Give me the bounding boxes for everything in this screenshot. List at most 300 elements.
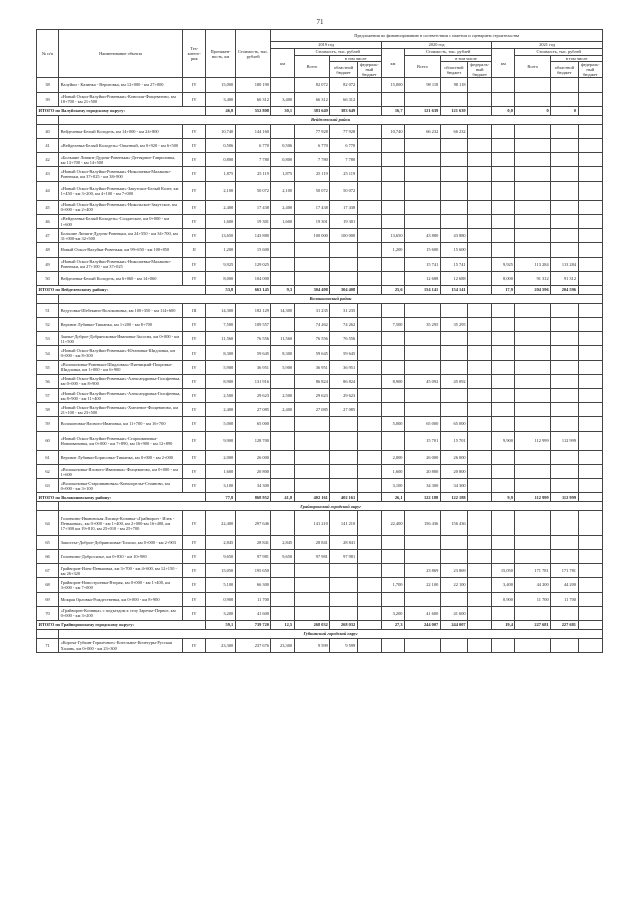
cell-y20km <box>381 332 404 346</box>
cell-y21f <box>578 124 602 138</box>
cell-y19f <box>357 450 381 464</box>
cell-length: 3,200 <box>206 606 235 620</box>
cell-category: IV <box>183 450 206 464</box>
cell-y21r <box>551 606 578 620</box>
cell-y20f <box>468 389 492 403</box>
cell-y21r <box>551 124 578 138</box>
cell-category: IV <box>183 417 206 431</box>
cell-y20f <box>468 535 492 549</box>
cell-cost: 182 129 <box>235 303 271 317</box>
cell-category: IV <box>183 153 206 167</box>
cell-y19r: 304 408 <box>330 285 357 294</box>
table-row <box>37 417 603 431</box>
cell-y19t: 9 599 <box>294 638 330 652</box>
cell-num: 68 <box>37 578 59 592</box>
cell-y20r <box>440 592 467 606</box>
cell-y19r: 141 210 <box>330 511 357 535</box>
y21-cost: Стоимость, тыс. рублей <box>515 49 603 56</box>
cell-y21km <box>492 181 515 200</box>
cell-length: 15,000 <box>206 78 235 92</box>
y21-km: км <box>492 49 515 78</box>
table-row <box>37 550 603 564</box>
cell-y20km <box>381 535 404 549</box>
cell-length: 9,650 <box>206 550 235 564</box>
cell-y19f <box>357 346 381 360</box>
cell-y21f <box>578 200 602 214</box>
cell-y21km <box>492 138 515 152</box>
cell-length: 2,400 <box>206 200 235 214</box>
table-row <box>37 181 603 200</box>
section-spacer <box>37 294 59 303</box>
cell-y21r: 171 781 <box>551 564 578 578</box>
cell-y20t <box>405 550 441 564</box>
cell-y21km <box>492 465 515 479</box>
cell-y19km: 9,3 <box>271 285 294 294</box>
cell-y21r <box>551 389 578 403</box>
cell-cost: 144 160 <box>235 124 271 138</box>
cell-y21km <box>492 360 515 374</box>
section-spacer <box>37 629 59 638</box>
cell-y19t <box>294 431 330 450</box>
cell-y21t <box>515 243 551 257</box>
cell-y21t <box>515 124 551 138</box>
cell-cost: 297 646 <box>235 511 271 535</box>
cell-y21r <box>551 360 578 374</box>
cell-y19km <box>271 479 294 493</box>
cell-y20r <box>440 181 467 200</box>
cell-y21f <box>578 493 602 502</box>
y20-incl: в том числе <box>440 56 492 62</box>
cell-y20f <box>468 479 492 493</box>
cell-y19t: 100 000 <box>294 229 330 243</box>
cell-name: Ведуговка-Шебекино-Волоконовка, км 100+350 - км 114+600 <box>59 303 183 317</box>
cell-y19f <box>357 374 381 388</box>
cell-num: 42 <box>37 153 59 167</box>
cell-y21km: 9,925 <box>492 257 515 271</box>
cell-y19t <box>294 417 330 431</box>
cell-y19f <box>357 389 381 403</box>
cell-num: 54 <box>37 346 59 360</box>
cell-y19f <box>357 181 381 200</box>
cell-y20f <box>468 550 492 564</box>
cell-y20t <box>405 592 441 606</box>
cell-y19r: 31 235 <box>330 303 357 317</box>
cell-cost: 66 300 <box>235 578 271 592</box>
cell-name: Грайворон-Новостроевка-Вторая, км 0+000 - км 1+400, км 3+000 - км 7+000 <box>59 578 183 592</box>
cell-name: «Вейделевка-Белый Колодезь»-Опытный, км 0+920 - км 6+500 <box>59 138 183 152</box>
cell-num: 60 <box>37 431 59 450</box>
cell-y20f <box>468 620 492 629</box>
cell-length: 2,845 <box>206 535 235 549</box>
cell-y19t: 7 780 <box>294 153 330 167</box>
cell-y19r <box>330 465 357 479</box>
cell-y21km: 0,0 <box>492 106 515 115</box>
cell-length: 2,500 <box>206 389 235 403</box>
cell-y21t: 112 999 <box>515 431 551 450</box>
cell-y19km <box>271 450 294 464</box>
cell-category: IV <box>183 606 206 620</box>
table-row <box>37 431 603 450</box>
cell-cost: 195 650 <box>235 564 271 578</box>
cell-y20r <box>440 200 467 214</box>
cell-cost: 27 085 <box>235 403 271 417</box>
cell-y20km <box>381 271 404 285</box>
y20-total: Всего <box>405 56 441 78</box>
cell-y20f <box>468 106 492 115</box>
cell-y19t <box>294 271 330 285</box>
cell-y19f <box>357 303 381 317</box>
cell-y21t <box>515 303 551 317</box>
cell-category: IV <box>183 550 206 564</box>
cell-y20r <box>440 389 467 403</box>
cell-y19km <box>271 318 294 332</box>
cell-y19t: 29 623 <box>294 389 330 403</box>
cell-y21t <box>515 318 551 332</box>
cell-y21r <box>551 511 578 535</box>
cell-name: «Новый Оскол-Валуйки-Ровеньки»-Никольское-Закутское, км 0+000 - км 2+400 <box>59 200 183 214</box>
cell-y19t: 76 556 <box>294 332 330 346</box>
table-row <box>37 303 603 317</box>
cell-y20km <box>381 153 404 167</box>
cell-y20f <box>468 360 492 374</box>
cell-y20km <box>381 214 404 228</box>
table-row <box>37 535 603 549</box>
cell-y19f <box>357 550 381 564</box>
y19-total: Всего <box>294 56 330 78</box>
cell-cost: 26 000 <box>235 450 271 464</box>
cell-y20km <box>381 638 404 652</box>
cell-y21km <box>492 214 515 228</box>
cell-y21f <box>578 167 602 181</box>
cell-cost: 34 300 <box>235 479 271 493</box>
cell-num: 65 <box>37 535 59 549</box>
cell-y21km <box>492 303 515 317</box>
table-row <box>37 332 603 346</box>
cell-y19f <box>357 138 381 152</box>
cell-y19f <box>357 243 381 257</box>
cell-name: Верхние Лубянки-Борисовка-Тишанка, км 0+000 - км 2+000 <box>59 450 183 464</box>
cell-y20km <box>381 257 404 271</box>
cell-y20t: 65 000 <box>405 417 441 431</box>
cell-category: IV <box>183 431 206 450</box>
cell-y19km <box>271 78 294 92</box>
cell-category: IV <box>183 479 206 493</box>
cell-y20t: 20 800 <box>405 465 441 479</box>
total-label: ИТОГО по Грайворонскому городскому округу: <box>37 620 206 629</box>
cell-y20f <box>468 450 492 464</box>
col-length: Протяжен-ность, км <box>206 30 235 78</box>
cell-num: 64 <box>37 511 59 535</box>
cell-y20r: 15 741 <box>440 257 467 271</box>
cell-y19t: 86 824 <box>294 374 330 388</box>
y19-incl: в том числе <box>330 56 382 62</box>
cell-y21t <box>515 374 551 388</box>
cell-length: 5,100 <box>206 578 235 592</box>
cell-y19f <box>357 229 381 243</box>
cell-num: 52 <box>37 318 59 332</box>
cell-length: 0,900 <box>206 592 235 606</box>
table-row <box>37 374 603 388</box>
cell-y19r: 6 770 <box>330 138 357 152</box>
cell-num: 51 <box>37 303 59 317</box>
cell-y19r: 97 981 <box>330 550 357 564</box>
cell-y21r <box>551 92 578 106</box>
cell-name: «Новый Оскол-Валуйки-Ровеньки»-Николаевка-Малаково-Ровеньки, км 27+100 - км 37+025 <box>59 257 183 271</box>
cell-num: 40 <box>37 124 59 138</box>
cell-y21r <box>551 638 578 652</box>
cell-y21km <box>492 78 515 92</box>
cell-y20f <box>468 465 492 479</box>
cell-length: 59,1 <box>206 620 235 629</box>
cell-y21t <box>515 550 551 564</box>
cell-y20t: 23 869 <box>405 564 441 578</box>
cell-y21km <box>492 550 515 564</box>
cell-y20r <box>440 138 467 152</box>
cell-y21f <box>578 360 602 374</box>
cell-y19r <box>330 257 357 271</box>
cell-y19r: 76 556 <box>330 332 357 346</box>
cell-category: IV <box>183 592 206 606</box>
cell-num: 58 <box>37 403 59 417</box>
cell-name: «Новый Оскол-Валуйки-Ровеньки»-Ютановка-Шидловка, км 0+000 - км 8+300 <box>59 346 183 360</box>
cell-y19km <box>271 465 294 479</box>
cell-y19r: 86 824 <box>330 374 357 388</box>
cell-num: 57 <box>37 389 59 403</box>
cell-y19t: 31 235 <box>294 303 330 317</box>
cell-y21f <box>578 214 602 228</box>
cell-y20km <box>381 303 404 317</box>
cell-y20r <box>440 167 467 181</box>
cell-y21km <box>492 332 515 346</box>
cell-y20km: 15,000 <box>381 78 404 92</box>
cell-y21km <box>492 417 515 431</box>
cell-y19t: 141 210 <box>294 511 330 535</box>
cell-name: «Новый Оскол-Валуйки-Ровеньки»-Староивановка-Новоивановка, км 0+000 - км 7+890, км 16+900 - км 12+890 <box>59 431 183 450</box>
cell-cost: 66 312 <box>235 92 271 106</box>
cell-y21r <box>551 229 578 243</box>
y21-federal: федераль-ный бюджет <box>578 62 602 78</box>
cell-y19f <box>357 214 381 228</box>
cell-length: 1,600 <box>206 465 235 479</box>
total-row <box>37 620 603 629</box>
cell-name: «Короча-Губкин-Горшечное»-Котельное-Кочетуры-Русская Халань, км 0+000 - км 23+300 <box>59 638 183 652</box>
cell-y21f <box>578 138 602 152</box>
cell-cost: 129 025 <box>235 257 271 271</box>
cell-y20t: 34 300 <box>405 479 441 493</box>
table-row <box>37 578 603 592</box>
y19-km: км <box>271 49 294 78</box>
cell-y21t <box>515 403 551 417</box>
cell-num: 61 <box>37 450 59 464</box>
cell-y20t <box>405 535 441 549</box>
cell-cost: 868 952 <box>235 493 271 502</box>
cell-y19km: 2,400 <box>271 200 294 214</box>
cell-cost: 65 000 <box>235 417 271 431</box>
cell-y21f <box>578 332 602 346</box>
cell-length: 46,8 <box>206 106 235 115</box>
cell-name: Замостье-Доброе-Добрянсковка-Тополи, км 0+000 - км 2+903 <box>59 535 183 549</box>
cell-y21f <box>578 346 602 360</box>
cell-name: «Волоконовка-Ровеньки-Шидловка»-Пятницкий-Покровка-Шидловка, км 1+000 - км 6+900 <box>59 360 183 374</box>
cell-y19km: 1,875 <box>271 167 294 181</box>
cell-y20km: 10,740 <box>381 124 404 138</box>
cell-y20t: 43 880 <box>405 229 441 243</box>
cell-y21km <box>492 389 515 403</box>
cell-y20r <box>440 92 467 106</box>
cell-y20km: 25,6 <box>381 285 404 294</box>
page-number: 71 <box>316 18 324 26</box>
table-row <box>37 78 603 92</box>
y20-km: км <box>381 49 404 78</box>
cell-y19t <box>294 479 330 493</box>
cell-y21t <box>515 360 551 374</box>
cell-cost: 15 600 <box>235 243 271 257</box>
cell-cost: 180 190 <box>235 78 271 92</box>
cell-num: 71 <box>37 638 59 652</box>
table-row <box>37 167 603 181</box>
cell-y19t: 27 085 <box>294 403 330 417</box>
cell-y21r: 113 284 <box>551 257 578 271</box>
cell-y20f <box>468 181 492 200</box>
y20-regional: областной бюджет <box>440 62 467 78</box>
y19-regional: областной бюджет <box>330 62 357 78</box>
cell-cost: 41 600 <box>235 606 271 620</box>
cell-y21f <box>578 479 602 493</box>
cell-y21t <box>515 214 551 228</box>
cell-y21r <box>551 153 578 167</box>
cell-length: 1,600 <box>206 214 235 228</box>
cell-length: 53,8 <box>206 285 235 294</box>
cell-y20t: 41 600 <box>405 606 441 620</box>
cell-y20f <box>468 638 492 652</box>
cell-y20t: 15 701 <box>405 431 441 450</box>
cell-cost: 739 720 <box>235 620 271 629</box>
cell-y21f <box>578 620 602 629</box>
table-row <box>37 511 603 535</box>
cell-category: IV <box>183 346 206 360</box>
cell-name: Грайворон-Илек-Пеньковка, км 3+700 - км 4+600, км 12+150 - км 26+320 <box>59 564 183 578</box>
cell-y20r: 154 141 <box>440 285 467 294</box>
cell-y20r <box>440 638 467 652</box>
cell-y21f <box>578 403 602 417</box>
table-row <box>37 200 603 214</box>
cell-num: 69 <box>37 592 59 606</box>
cell-y20km <box>381 564 404 578</box>
cell-y21f <box>578 257 602 271</box>
table-row <box>37 479 603 493</box>
cell-y20km <box>381 403 404 417</box>
y20-cost: Стоимость, тыс. рублей <box>405 49 492 56</box>
cell-y20r: 66 232 <box>440 124 467 138</box>
cell-y20f <box>468 214 492 228</box>
cell-y21f <box>578 229 602 243</box>
cell-y19t: 304 408 <box>294 285 330 294</box>
cell-cost: 17 438 <box>235 200 271 214</box>
cell-y21r <box>551 403 578 417</box>
cell-y19km: 2,400 <box>271 403 294 417</box>
cell-y21r <box>551 450 578 464</box>
cell-y20f <box>468 346 492 360</box>
cell-y19r: 268 032 <box>330 620 357 629</box>
cell-y21f <box>578 389 602 403</box>
cell-y21t: 0 <box>515 106 551 115</box>
total-row <box>37 285 603 294</box>
cell-y20r <box>440 214 467 228</box>
cell-y21f <box>578 153 602 167</box>
cell-category: IV <box>183 257 206 271</box>
cell-y21t: 112 999 <box>515 493 551 502</box>
cell-y21r <box>551 346 578 360</box>
cell-length: 8,000 <box>206 271 235 285</box>
table-body <box>37 78 603 653</box>
cell-y19km: 23,300 <box>271 638 294 652</box>
cell-y19f <box>357 465 381 479</box>
cell-y20t <box>405 214 441 228</box>
cell-y19f <box>357 285 381 294</box>
cell-y20r <box>440 153 467 167</box>
cell-y19km: 14,300 <box>271 303 294 317</box>
cell-y19r: 25 119 <box>330 167 357 181</box>
cell-y20f <box>468 243 492 257</box>
cell-y20f <box>468 78 492 92</box>
cell-y21r: 112 999 <box>551 431 578 450</box>
cell-y21f <box>578 535 602 549</box>
cell-y20km <box>381 138 404 152</box>
cell-y19f <box>357 493 381 502</box>
cell-cost: 19 301 <box>235 214 271 228</box>
cell-y21f <box>578 271 602 285</box>
cell-y19t <box>294 606 330 620</box>
cell-y19km <box>271 606 294 620</box>
cell-y21km <box>492 535 515 549</box>
cell-length: 3,400 <box>206 92 235 106</box>
cell-name: «Новый Оскол-Валуйки-Ровеньки»-Николаевка-Малаково-Ровеньки, км 37+025 - км 38+900 <box>59 167 183 181</box>
cell-name: Головчино-Добросилье, км 0+830 - км 10+980 <box>59 550 183 564</box>
cell-y19km: 5,900 <box>271 360 294 374</box>
section-row <box>37 502 603 511</box>
cell-y21t <box>515 200 551 214</box>
cell-y21km: 19,4 <box>492 620 515 629</box>
cell-y19f <box>357 606 381 620</box>
table-row <box>37 138 603 152</box>
cell-y21r: 11 700 <box>551 592 578 606</box>
cell-y19f <box>357 92 381 106</box>
cell-y21t <box>515 450 551 464</box>
cell-y19km <box>271 417 294 431</box>
cell-length: 23,300 <box>206 638 235 652</box>
cell-y20f <box>468 92 492 106</box>
cell-y21f <box>578 78 602 92</box>
cell-y19r: 7 780 <box>330 153 357 167</box>
cell-cost: 59 645 <box>235 346 271 360</box>
cell-y20t: 244 007 <box>405 620 441 629</box>
cell-y19km <box>271 243 294 257</box>
y19-federal: федераль-ный бюджет <box>357 62 381 78</box>
cell-y21km <box>492 374 515 388</box>
cell-length: 14,300 <box>206 303 235 317</box>
cell-category: IV <box>183 465 206 479</box>
total-label: ИТОГО по Волоконовскому району: <box>37 493 206 502</box>
cell-y20r: 22 100 <box>440 578 467 592</box>
cell-category: IV <box>183 78 206 92</box>
cell-num: 50 <box>37 271 59 285</box>
cell-y21t: 204 596 <box>515 285 551 294</box>
table-row <box>37 346 603 360</box>
cell-length: 22,400 <box>206 511 235 535</box>
cell-y19f <box>357 403 381 417</box>
cell-y21f <box>578 564 602 578</box>
table-row <box>37 403 603 417</box>
